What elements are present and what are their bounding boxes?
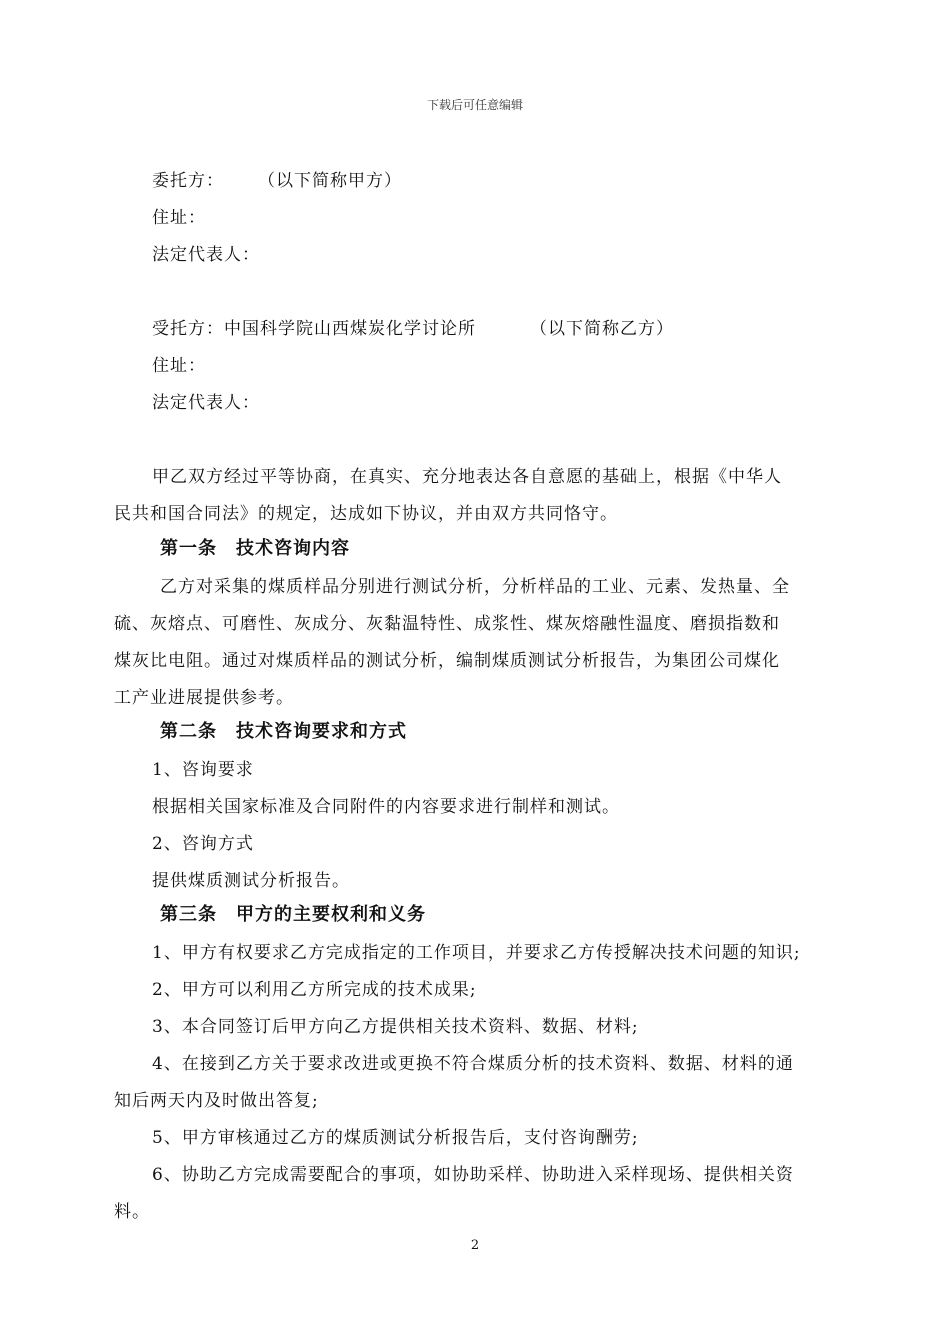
article-2-item-2: 2、咨询方式 bbox=[152, 834, 254, 854]
intro-line-1: 甲乙双方经过平等协商，在真实、充分地表达各自意愿的基础上，根据《中华人 bbox=[152, 467, 782, 487]
contractor-address-label: 住址： bbox=[152, 356, 206, 376]
article-3-item-5: 5、甲方审核通过乙方的煤质测试分析报告后，支付咨询酬劳; bbox=[152, 1128, 639, 1148]
article-1-line-1: 乙方对采集的煤质样品分别进行测试分析，分析样品的工业、元素、发热量、全 bbox=[160, 577, 790, 597]
article-3-item-2: 2、甲方可以利用乙方所完成的技术成果; bbox=[152, 980, 477, 1000]
article-2-title: 第二条 技术咨询要求和方式 bbox=[160, 721, 407, 742]
page-number: 2 bbox=[470, 1238, 480, 1253]
article-1-line-3: 煤灰比电阻。通过对煤质样品的测试分析，编制煤质测试分析报告，为集团公司煤化 bbox=[114, 651, 780, 671]
contractor-label: 受托方：中国科学院山西煤炭化学讨论所 bbox=[152, 319, 476, 339]
contractor-note: （以下简称乙方） bbox=[530, 319, 674, 339]
article-3-item-1: 1、甲方有权要求乙方完成指定的工作项目，并要求乙方传授解决技术问题的知识; bbox=[152, 943, 801, 963]
article-3-item-4: 4、在接到乙方关于要求改进或更换不符合煤质分析的技术资料、数据、材料的通 bbox=[152, 1054, 794, 1074]
client-note: （以下简称甲方） bbox=[258, 171, 402, 191]
article-1-line-4: 工产业进展提供参考。 bbox=[114, 688, 294, 708]
article-2-item-1-text: 根据相关国家标准及合同附件的内容要求进行制样和测试。 bbox=[152, 797, 620, 817]
article-1-title: 第一条 技术咨询内容 bbox=[160, 538, 350, 559]
intro-line-2: 民共和国合同法》的规定，达成如下协议，并由双方共同恪守。 bbox=[114, 504, 618, 524]
client-label: 委托方： bbox=[152, 171, 224, 191]
article-1-line-2: 硫、灰熔点、可磨性、灰成分、灰黏温特性、成浆性、煤灰熔融性温度、磨损指数和 bbox=[114, 614, 780, 634]
article-3-item-6: 6、协助乙方完成需要配合的事项，如协助采样、协助进入采样现场、提供相关资 bbox=[152, 1165, 794, 1185]
article-3-title: 第三条 甲方的主要权利和义务 bbox=[160, 904, 426, 925]
page-header: 下载后可任意编辑 bbox=[426, 98, 523, 112]
client-address-label: 住址： bbox=[152, 208, 206, 228]
article-3-item-6-cont: 料。 bbox=[114, 1202, 150, 1222]
article-3-item-3: 3、本合同签订后甲方向乙方提供相关技术资料、数据、材料; bbox=[152, 1017, 639, 1037]
article-2-item-1: 1、咨询要求 bbox=[152, 760, 254, 780]
article-3-item-4-cont: 知后两天内及时做出答复; bbox=[114, 1091, 319, 1111]
article-2-item-2-text: 提供煤质测试分析报告。 bbox=[152, 871, 350, 891]
contractor-representative-label: 法定代表人： bbox=[152, 393, 260, 413]
client-representative-label: 法定代表人： bbox=[152, 245, 260, 265]
